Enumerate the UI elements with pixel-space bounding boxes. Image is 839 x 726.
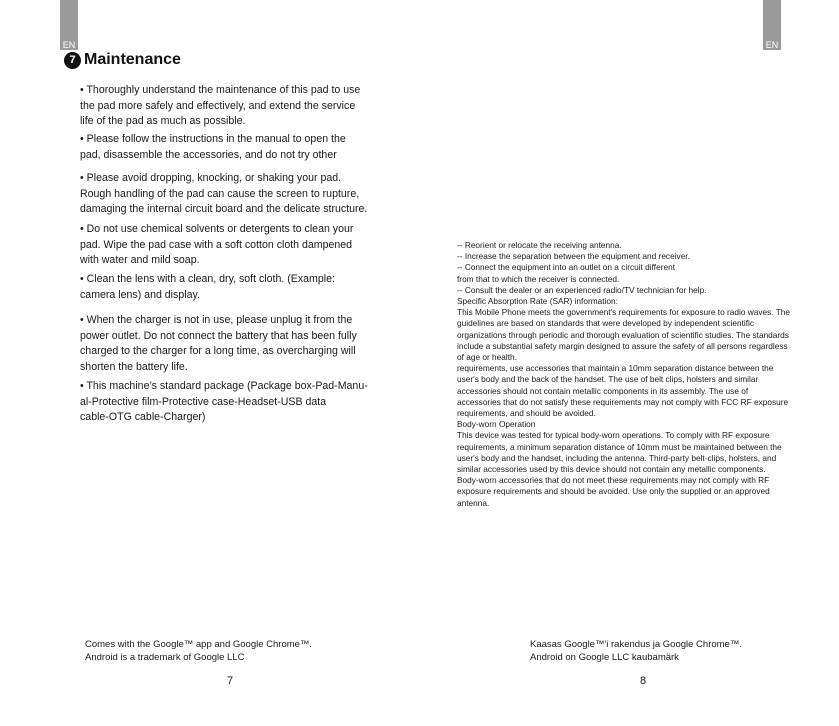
left-language-tab-label: EN <box>62 40 76 50</box>
text-line: user's body and the handset, including the antenna. Third-party belt-clips, holsters, and <box>457 452 777 463</box>
maintenance-paragraph: • Thoroughly understand the maintenance of this pad to use the pad more safely and effectively, and extend the service life of the pad as much as possible. <box>80 84 361 127</box>
maintenance-paragraph: • When the charger is not in use, please unplug it from the power outlet. Do not connect the battery that has been fully charged to the charger for a long time, as overcharging will shorten the battery life. <box>80 314 357 373</box>
left-footer-note: Comes with the Google™ app and Google Chrome™. Android is a trademark of Google LLC <box>85 639 313 663</box>
text-line: Body-worn accessories that do not meet these requirements may not comply with RF <box>457 475 770 486</box>
text-line: requirements, and should be avoided. <box>457 408 596 419</box>
text-line: of age or health. <box>457 352 517 363</box>
section-number-badge: 7 <box>64 52 81 69</box>
text-line: antenna. <box>457 497 490 508</box>
text-line: -- Consult the dealer or an experienced radio/TV technician for help. <box>457 284 707 295</box>
maintenance-paragraph: • Please avoid dropping, knocking, or shaking your pad. Rough handling of the pad can cause the screen to rupture, damaging the internal circuit board and the delicate structure. <box>80 172 368 215</box>
section-title: Maintenance <box>84 51 181 68</box>
text-line: organizations through periodic and thorough evaluation of scientific studies. The standards <box>457 329 789 340</box>
text-line: requirements, a minimum separation distance of 10mm must be maintained between the <box>457 441 782 452</box>
maintenance-paragraph: • Clean the lens with a clean, dry, soft cloth. (Example: camera lens) and display. <box>80 273 335 301</box>
text-line: This device was tested for typical body-worn operations. To comply with RF exposure <box>457 430 770 441</box>
text-line: guidelines are based on standards that were developed by independent scientific <box>457 318 755 329</box>
text-line: -- Connect the equipment into an outlet on a circuit different <box>457 262 675 273</box>
text-line: from that to which the receiver is connected. <box>457 273 620 284</box>
text-line: similar accessories used by this device should not contain any metallic components. <box>457 464 766 475</box>
text-line: requirements, use accessories that maintain a 10mm separation distance between the <box>457 363 774 374</box>
text-line: Body-worn Operation <box>457 419 536 430</box>
text-line: exposure requirements and should be avoided. Use only the supplied or an approved <box>457 486 770 497</box>
maintenance-paragraph: • Please follow the instructions in the manual to open the pad, disassemble the accessories, and do not try other <box>80 133 346 161</box>
text-line: accessories that do not satisfy these requirements may not comply with FCC RF exposure <box>457 396 789 407</box>
fcc-sar-text-block <box>457 240 822 509</box>
text-line: include a substantial safety margin designed to assure the safety of all persons regardless <box>457 340 788 351</box>
maintenance-paragraph: • This machine’s standard package (Package box-Pad-Manu- al-Protective film-Protective case-Headset-USB data cable-OTG cable-Charger) <box>80 380 368 423</box>
text-line: This Mobile Phone meets the government's requirements for exposure to radio waves. The <box>457 307 791 318</box>
text-line: accessories should not contain metallic components in its assembly. The use of <box>457 385 749 396</box>
text-line: -- Increase the separation between the equipment and receiver. <box>457 251 690 262</box>
left-page-number: 7 <box>227 675 234 687</box>
text-line: Specific Absorption Rate (SAR) information: <box>457 296 618 307</box>
right-page-number: 8 <box>640 675 647 687</box>
text-line: -- Reorient or relocate the receiving antenna. <box>457 240 622 250</box>
maintenance-paragraph: • Do not use chemical solvents or detergents to clean your pad. Wipe the pad case with a soft cotton cloth dampened with water and mild soap. <box>80 223 354 266</box>
section-heading <box>64 51 181 69</box>
right-footer-note: Kaasas Google™'i rakendus ja Google Chrome™. Android on Google LLC kaubamärk <box>530 639 742 663</box>
right-language-tab-label: EN <box>765 40 779 50</box>
text-line: user's body and the back of the handset. The use of belt clips, holsters and similar <box>457 374 759 385</box>
